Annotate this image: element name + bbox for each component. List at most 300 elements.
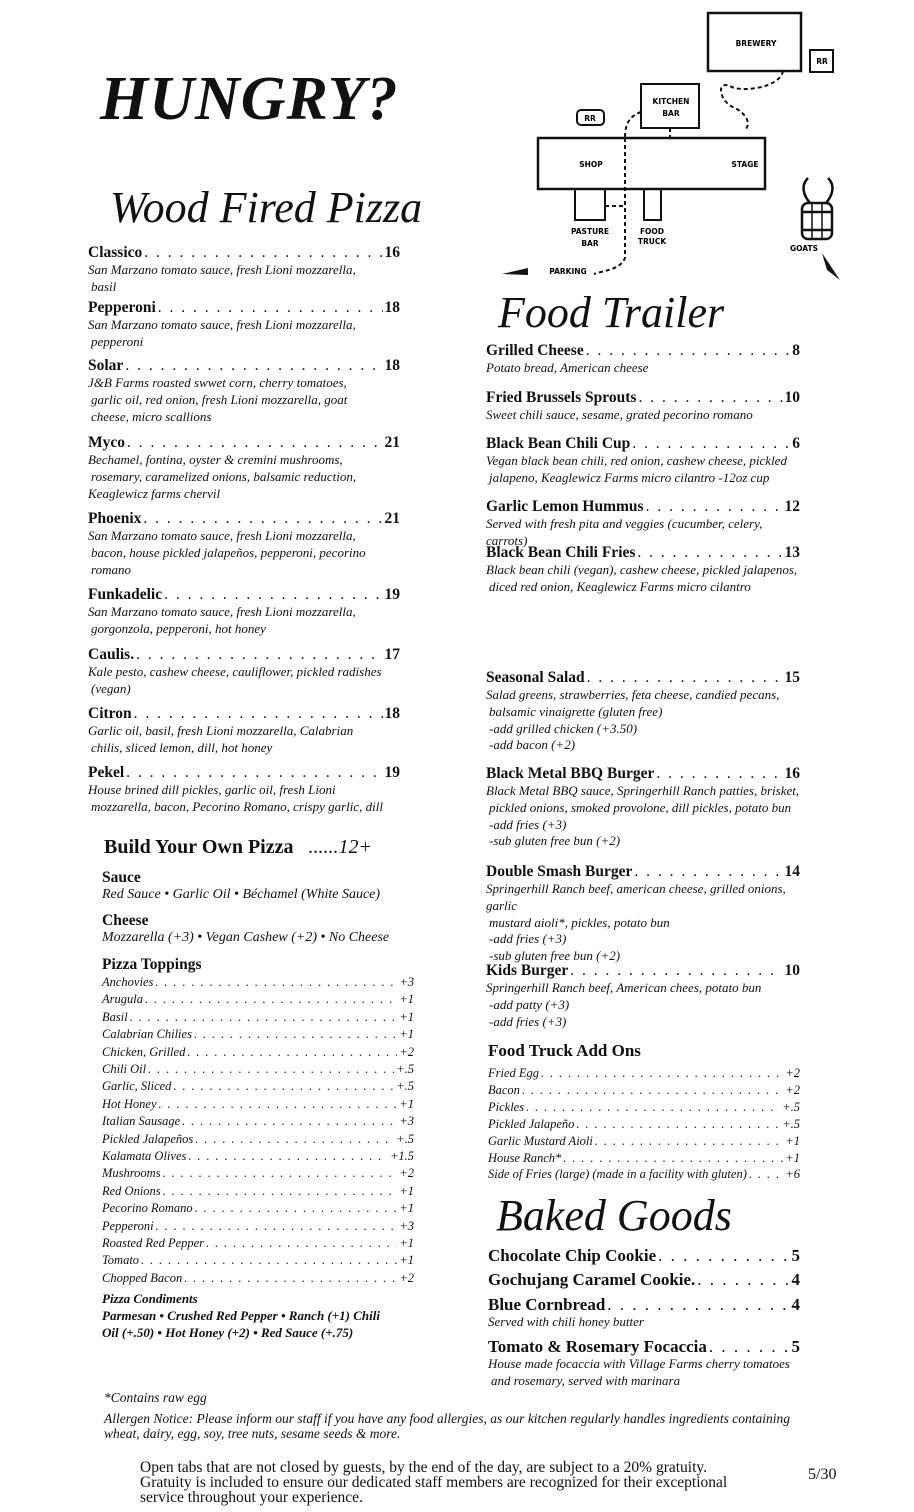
menu-item-description: rosemary, caramelized onions, balsamic reduction, [91,468,357,484]
food-trailer-list [486,342,800,602]
item-price: +1 [399,1027,414,1042]
addons-title: Food Truck Add Ons [488,1041,641,1060]
menu-item-price: 16 [784,765,800,782]
price-row [102,1148,414,1165]
menu-item-price: 10 [784,389,800,406]
menu-item-name: Classico [88,244,143,261]
dot-leader [632,435,790,453]
menu-item-name: Kids Burger [486,962,569,979]
menu-item-price: 4 [791,1270,800,1289]
addons-list [488,1065,800,1190]
menu-item-description: balsamic vinaigrette (gluten free) [489,703,663,719]
menu-item-description: cheese, micro scallions [91,408,212,424]
menu-item-description: San Marzano tomato sauce, fresh Lioni mozzarella, [88,528,356,543]
menu-item-price: 8 [792,342,800,359]
menu-item-description: romano [91,561,131,577]
price-row [102,1218,414,1235]
menu-item-description: -sub gluten free bun (+2) [489,833,621,849]
item-name: Pickles [488,1099,525,1114]
item-price: +1 [785,1133,800,1148]
menu-item-description: mozzarella, bacon, Pecorino Romano, crispy garlic, dill [91,798,383,814]
dot-leader [634,863,782,881]
map-label-goats: GOATS [789,244,819,253]
menu-item-row [486,389,800,407]
item-name: Bacon [488,1082,520,1097]
item-name: Side of Fries (large) (made in a facility with gluten) [488,1167,747,1182]
map-label-kitchen-bar: BAR [662,109,680,118]
gratuity-line-1: Open tabs that are not closed by guests, by the end of the day, are subject to a 20% gratuity. [140,1459,708,1476]
menu-item-description: basil [91,278,117,294]
dot-leader [188,1148,388,1165]
dot-leader [163,1165,398,1182]
item-name: Roasted Red Pepper [102,1236,205,1250]
menu-item-description: Springerhill Ranch beef, american cheese, grilled onions, garlic [486,881,786,913]
menu-item [88,510,400,578]
page-title: HUNGRY? [100,65,399,133]
item-price: +3 [399,1218,414,1233]
menu-item-description: Potato bread, American cheese [486,360,649,375]
dot-leader [646,498,783,516]
menu-item [88,357,400,425]
item-name: Chicken, Grilled [102,1044,186,1059]
price-row [102,1165,414,1182]
item-name: Red Onions [102,1183,161,1198]
menu-item-description: Salad greens, strawberries, feta cheese, candied pecans, [486,687,780,702]
price-row [102,1200,414,1217]
menu-item-price: 14 [784,863,800,880]
menu-item-row [486,962,800,980]
item-name: Garlic, Sliced [102,1079,172,1094]
menu-item-name: Caulis. [88,646,135,663]
map-label-truck: TRUCK [637,237,667,246]
menu-item-name: Blue Cornbread [488,1295,606,1314]
dot-leader [637,544,782,562]
price-row [488,1133,800,1150]
byo-price: ......12+ [308,836,372,858]
food-trailer-list-2 [486,669,800,1039]
menu-item-description: House brined dill pickles, garlic oil, fresh Lioni [88,782,336,797]
menu-item-name: Pekel [88,764,125,781]
menu-item [486,863,800,965]
price-row [102,974,414,991]
menu-item-row [88,299,400,317]
dot-leader [182,1113,397,1130]
menu-item [88,244,400,296]
item-name: Pickled Jalapeños [102,1131,194,1146]
item-price: +1 [785,1150,800,1165]
byo-title: Build Your Own Pizza [104,836,294,858]
menu-item-description: House made focaccia with Village Farms cherry tomatoes [488,1356,790,1371]
item-name: Chili Oil [102,1062,147,1076]
dot-leader [541,1065,783,1082]
menu-item-price: 16 [384,244,400,261]
dot-leader [563,1150,783,1167]
menu-item [486,544,800,596]
menu-item-description: Bechamel, fontina, oyster & cremini mushrooms, [88,452,343,467]
raw-egg-note: *Contains raw egg [104,1390,207,1405]
menu-item-description: Served with chili honey butter [488,1314,644,1329]
menu-item [88,299,400,351]
dot-leader [163,1183,398,1200]
item-name: Tomato [102,1253,140,1268]
dot-leader [586,342,791,360]
dot-leader [143,510,382,528]
dot-leader [144,244,382,262]
sauce-label: Sauce [102,869,141,886]
menu-item-price: 6 [792,435,800,452]
menu-item [88,764,400,816]
dot-leader [749,1166,783,1183]
item-name: Mushrooms [102,1166,161,1181]
map-label-parking: PARKING [549,267,587,276]
menu-item-description: -add fries (+3) [489,1013,567,1029]
map-label-stage: STAGE [731,160,759,169]
dot-leader [195,1200,398,1217]
dot-leader [570,962,782,980]
price-row [102,1270,414,1287]
dot-leader [130,1009,398,1026]
menu-item-price: 18 [384,705,400,722]
dot-leader [194,1026,397,1043]
dot-leader [638,389,782,407]
dot-leader [607,1296,789,1314]
baked-goods-list [488,1247,800,1392]
menu-item-row [88,705,400,723]
menu-item-description: Vegan black bean chili, red onion, cashew cheese, pickled [486,453,787,468]
menu-item-name: Black Bean Chili Cup [486,435,631,452]
dot-leader [156,1218,398,1235]
map-label-pasture: PASTURE [570,227,610,236]
menu-item-price: 18 [384,357,400,374]
price-row [102,991,414,1008]
menu-item-name: Black Bean Chili Fries [486,544,636,561]
menu-item-description: Black Metal BBQ sauce, Springerhill Ranch patties, brisket, [486,783,800,798]
price-row [102,1131,414,1148]
item-name: Arugula [102,992,143,1007]
menu-item [88,705,400,757]
item-price: +1 [399,1009,414,1024]
dot-leader [134,705,383,723]
price-row [102,1183,414,1200]
cheese-label: Cheese [102,912,149,929]
menu-item-name: Seasonal Salad [486,669,585,686]
item-price: +1 [399,1183,414,1198]
price-row [488,1166,800,1183]
sauce-options: Red Sauce • Garlic Oil • Béchamel (White Sauce) [102,887,381,902]
menu-item-price: 5 [791,1246,800,1265]
parking-arrow-icon [502,268,528,275]
dot-leader [184,1270,397,1287]
menu-item-row [88,646,400,664]
menu-item-description: Sweet chili sauce, sesame, grated pecorino romano [486,407,753,422]
menu-item-row [88,586,400,604]
menu-item-description: J&B Farms roasted swwet corn, cherry tomatoes, [88,375,347,390]
menu-item-name: Citron [88,705,132,722]
menu-item-price: 10 [784,962,800,979]
menu-item-name: Double Smash Burger [486,863,633,880]
menu-item-description: and rosemary, served with marinara [491,1372,681,1388]
menu-item [88,646,400,698]
menu-item-price: 15 [784,669,800,686]
menu-item [486,389,800,424]
item-price: +2 [785,1066,800,1080]
menu-item-row [486,435,800,453]
item-price: +3 [399,975,414,989]
menu-item-name: Fried Brussels Sprouts [486,389,637,406]
dot-leader [587,669,783,687]
map-pasture-bar [575,189,605,220]
map-label-shop: SHOP [579,160,603,169]
menu-item-name: Grilled Cheese [486,342,584,359]
dot-leader [148,1061,394,1078]
menu-item-description: -add grilled chicken (+3.50) [489,720,638,736]
item-name: Fried Egg [488,1066,540,1080]
menu-item-row [486,498,800,516]
menu-item-description: Springerhill Ranch beef, American chees, potato bun [486,980,762,995]
menu-item-description: Served with fresh pita and veggies (cucumber, celery, carrots) [486,516,763,548]
item-price: +2 [399,1044,414,1059]
menu-item-price: 13 [784,544,800,561]
dot-leader [526,1099,780,1116]
cheese-options: Mozzarella (+3) • Vegan Cashew (+2) • No Cheese [102,930,390,945]
gratuity-line-3: service throughout your experience. [140,1489,363,1506]
dot-leader [125,357,382,375]
menu-item-name: Tomato & Rosemary Focaccia [488,1337,707,1356]
menu-item-description: San Marzano tomato sauce, fresh Lioni mozzarella, [88,317,356,332]
price-row [102,1235,414,1252]
menu-item-description: mustard aioli*, pickles, potato bun [489,914,670,930]
price-row [102,1061,414,1078]
menu-item [486,962,800,1030]
menu-item-name: Funkadelic [88,586,163,603]
menu-item-description: (vegan) [91,680,131,696]
menu-item [486,669,800,754]
gratuity-line-2: Gratuity is included to ensure our dedicated staff members are recognized for their exceptional [140,1474,728,1491]
condiments-label: Pizza Condiments [102,1291,198,1306]
menu-item-row [88,764,400,782]
menu-item [488,1271,800,1289]
price-row [102,1026,414,1043]
item-name: Pickled Jalapeño [488,1116,575,1131]
item-price: +2 [399,1270,414,1285]
byo-title-row [104,836,372,859]
dot-leader [522,1082,783,1099]
map-kitchen-bar [641,84,699,128]
menu-item [486,498,800,550]
price-row [102,1009,414,1026]
item-name: Anchovies [102,975,154,989]
dot-leader [164,586,382,604]
menu-item-description: gorgonzola, pepperoni, hot honey [91,620,266,636]
menu-item-description: -add patty (+3) [489,996,570,1012]
pizza-section-title: Wood Fired Pizza [110,183,423,232]
menu-item-description: -add bacon (+2) [489,737,576,753]
item-name: Garlic Mustard Aioli [488,1133,593,1148]
condiments-line-1: Parmesan • Crushed Red Pepper • Ranch (+1) Chili [102,1308,380,1323]
dot-leader [576,1116,780,1133]
dot-leader [709,1338,790,1356]
dot-leader [145,991,397,1008]
dot-leader [141,1252,397,1269]
toppings-label: Pizza Toppings [102,956,202,973]
menu-item-row [488,1247,800,1265]
pizza-list [88,244,400,824]
map-label-food: FOOD [639,227,665,236]
dot-leader [158,299,383,317]
menu-item [488,1338,800,1390]
menu-item-description: San Marzano tomato sauce, fresh Lioni mozzarella, [88,604,356,619]
price-row [102,1113,414,1130]
allergen-line-1: Allergen Notice: Please inform our staff if you have any food allergies, as our kitchen regularly handles ingredients containing [104,1411,791,1426]
menu-item-row [488,1296,800,1314]
dot-leader [697,1271,789,1289]
item-price: +2 [785,1082,800,1097]
item-price: +2 [399,1166,414,1181]
menu-item-description: Garlic oil, basil, fresh Lioni mozzarella, Calabrian [88,723,354,738]
dot-leader [155,974,397,991]
item-name: Calabrian Chilies [102,1027,192,1042]
map-label-rr-right: RR [816,57,828,66]
item-name: Kalamata Olives [102,1149,187,1163]
menu-item [488,1296,800,1331]
menu-item-row [88,434,400,452]
toppings-list [102,974,414,1289]
menu-item-price: 18 [384,299,400,316]
menu-item-row [486,669,800,687]
menu-item-row [486,342,800,360]
baked-goods-title: Baked Goods [496,1191,732,1240]
item-price: +3 [399,1114,414,1129]
item-name: House Ranch* [488,1150,562,1165]
dot-leader [658,1247,789,1265]
menu-item-price: 21 [384,434,400,451]
dot-leader [173,1078,394,1095]
item-name: Italian Sausage [102,1114,181,1129]
menu-item-price: 21 [384,510,400,527]
dot-leader [656,765,782,783]
menu-item [88,586,400,638]
menu-item-description: -add fries (+3) [489,931,567,947]
menu-item [486,342,800,377]
menu-item-row [488,1338,800,1356]
item-price: +1.5 [389,1149,414,1163]
price-row [102,1096,414,1113]
price-row [488,1150,800,1167]
menu-item-price: 5 [791,1337,800,1356]
item-price: +.5 [396,1079,414,1094]
menu-item-name: Pepperoni [88,299,156,316]
dot-leader [195,1131,394,1148]
map-label-kitchen: KITCHEN [652,97,690,106]
dot-leader [595,1133,783,1150]
item-price: +6 [785,1167,800,1182]
item-price: +.5 [396,1131,414,1146]
menu-item [486,435,800,487]
price-row [102,1044,414,1061]
menu-item-description: San Marzano tomato sauce, fresh Lioni mozzarella, [88,262,356,277]
price-row [102,1252,414,1269]
map-label-pasture-bar: BAR [581,239,599,248]
item-name: Pecorino Romano [102,1201,193,1216]
menu-item-row [486,544,800,562]
menu-item-price: 19 [384,586,400,603]
menu-item-price: 4 [791,1295,800,1314]
menu-item-description: chilis, sliced lemon, dill, hot honey [91,739,273,755]
price-row [488,1116,800,1133]
menu-item [88,434,400,502]
item-price: +1 [399,1253,414,1268]
goat-barrel-icon [802,178,832,239]
item-price: +.5 [396,1062,414,1076]
menu-item-description: pickled onions, smoked provolone, dill pickles, potato bun [489,799,792,815]
map-label-brewery: BREWERY [735,39,777,48]
item-price: +.5 [782,1116,800,1131]
item-name: Hot Honey [102,1096,157,1111]
menu-date: 5/30 [808,1466,837,1483]
menu-item-name: Phoenix [88,510,142,527]
menu-item-row [488,1271,800,1289]
venue-map [490,8,850,290]
menu-item-price: 12 [784,498,800,515]
map-food-truck [644,189,661,220]
menu-item-row [88,357,400,375]
item-name: Chopped Bacon [102,1270,183,1285]
condiments-line-2: Oil (+.50) • Hot Honey (+2) • Red Sauce (+.75) [102,1325,354,1340]
item-price: +1 [399,1201,414,1216]
food-trailer-title: Food Trailer [498,288,725,337]
price-row [102,1078,414,1095]
menu-item-description: pepperoni [91,333,144,349]
menu-item-name: Solar [88,357,124,374]
menu-item [486,765,800,850]
menu-item-name: Chocolate Chip Cookie [488,1246,657,1265]
menu-item-description: garlic oil, red onion, fresh Lioni mozzarella, goat [91,391,348,407]
item-price: +1 [399,1236,414,1250]
price-row [488,1082,800,1099]
menu-item-name: Gochujang Caramel Cookie. [488,1270,696,1289]
price-row [488,1065,800,1082]
menu-item-description: diced red onion, Keaglewicz Farms micro cilantro [489,578,751,594]
dot-leader [136,646,382,664]
menu-item-name: Myco [88,434,126,451]
menu-item-price: 19 [384,764,400,781]
dot-leader [127,434,382,452]
menu-item-row [88,244,400,262]
menu-item-description: Black bean chili (vegan), cashew cheese, pickled jalapenos, [486,562,798,577]
menu-item-row [486,863,800,881]
menu-item-description: jalapeno, Keaglewicz Farms micro cilantro -12oz cup [489,469,770,485]
dot-leader [206,1235,397,1252]
map-label-rr-left: RR [584,114,596,123]
menu-item-row [88,510,400,528]
allergen-line-2: wheat, dairy, egg, soy, tree nuts, sesame seeds & more. [104,1426,401,1441]
menu-item-name: Garlic Lemon Hummus [486,498,644,515]
menu-item-description: -sub gluten free bun (+2) [489,948,621,964]
item-price: +1 [399,1096,414,1111]
dot-leader [187,1044,397,1061]
dot-leader [159,1096,398,1113]
item-price: +.5 [782,1099,800,1114]
item-name: Basil [102,1009,128,1024]
item-name: Pepperoni [102,1218,154,1233]
menu-item-description: Kale pesto, cashew cheese, cauliflower, pickled radishes [88,664,382,679]
menu-item-row [486,765,800,783]
menu-item-description: Keaglewicz farms chervil [88,485,221,501]
dot-leader [126,764,382,782]
item-price: +1 [399,992,414,1007]
price-row [488,1099,800,1116]
menu-item-price: 17 [384,646,400,663]
